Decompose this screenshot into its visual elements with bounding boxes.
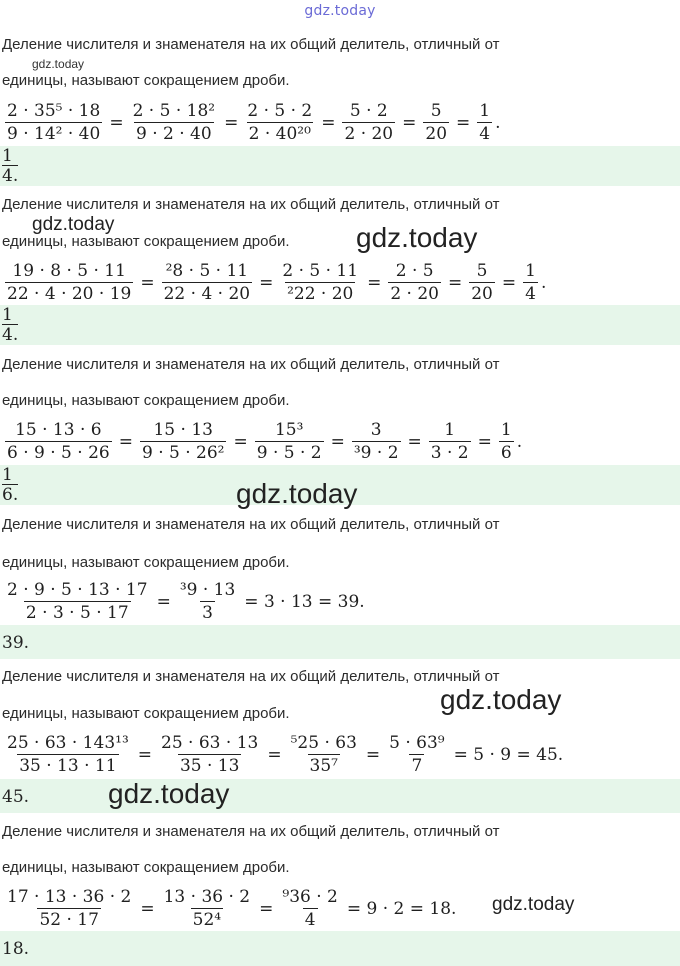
watermark: gdz.today — [492, 894, 575, 915]
fraction: $\frac{25 \cdot 63 \cdot 13}{35 \cdot 13}$ — [161, 733, 259, 776]
fraction: $\frac{2 \cdot 5 \cdot 2}{\text{2 · 40²⁰}}$ — [247, 101, 313, 144]
answer-bar — [0, 779, 680, 813]
fraction: $\frac{\text{²8 · 5 · 11}}{22 \cdot 4 \cdot 20}$ — [163, 261, 251, 304]
fraction: $\frac{\text{⁵25 · 63}}{\text{35⁷}}$ — [290, 733, 357, 776]
equation-3: $\frac{15 \cdot 13 \cdot 6}{6 \cdot 9 \cdot 5 \cdot 26}$ = $\frac{15 \cdot 13}{\text{9 · 5 · 26²}}$ = $\frac{\text{15³}}{9 \cdot 5 \cdot 2}$ = $\frac{3}{\text{³9 · 2}}$ = $\frac{1}{3 \cdot 2}$ = $\frac{1}{6}$ . — [7, 420, 523, 463]
intro-line-2: единицы, называют сокращением дроби. — [2, 554, 290, 571]
fraction: $\frac{5 \cdot 2}{2 \cdot 20}$ — [344, 101, 394, 144]
fraction: $\frac{17 \cdot 13 \cdot 36 \cdot 2}{52 \cdot 17}$ — [7, 887, 132, 930]
fraction: $\frac{\text{15³}}{9 \cdot 5 \cdot 2}$ — [256, 420, 322, 463]
fraction: $\frac{15 \cdot 13 \cdot 6}{6 \cdot 9 \cdot 5 \cdot 26}$ — [7, 420, 110, 463]
answer-bar — [0, 305, 680, 345]
fraction: $\frac{1}{3 \cdot 2}$ — [430, 420, 469, 463]
fraction: $\frac{13 \cdot 36 \cdot 2}{\text{52⁴}}$ — [163, 887, 251, 930]
fraction: $\frac{\text{2 · 35⁵ · 18}}{\text{9 · 14² · 40}}$ — [7, 101, 101, 144]
fraction: $\frac{1}{4}$ — [525, 261, 536, 304]
answer-fraction: 1 4. — [2, 146, 19, 186]
intro-line-1: Деление числителя и знаменателя на их общий делитель, отличный от — [2, 36, 500, 53]
intro-line-1: Деление числителя и знаменателя на их общий делитель, отличный от — [2, 516, 500, 533]
fraction: $\frac{5}{20}$ — [471, 261, 493, 304]
fraction: $\frac{\text{5 · 63⁹}}{7}$ — [389, 733, 445, 776]
fraction: $\frac{2 \cdot 5 \cdot 11}{\text{²22 · 20}}$ — [282, 261, 359, 304]
fraction: $\frac{1}{4}$ — [479, 101, 491, 144]
fraction: $\frac{\text{25 · 63 · 143¹³}}{35 \cdot 13 \cdot 11}$ — [7, 733, 129, 776]
intro-line-2: единицы, называют сокращением дроби. — [2, 705, 290, 722]
fraction: $\frac{2 \cdot 9 \cdot 5 \cdot 13 \cdot 17}{2 \cdot 3 \cdot 5 \cdot 17}$ — [7, 580, 148, 623]
equation-2: $\frac{19 \cdot 8 \cdot 5 \cdot 11}{22 \cdot 4 \cdot 20 \cdot 19}$ = $\frac{\text{²8 · 5 · 11}}{22 \cdot 4 \cdot 20}$ = $\frac{2 \cdot 5 \cdot 11}{\text{²22 · 20}}$ = $\frac{2 \cdot 5}{2 \cdot 20}$ = $\frac{5}{20}$ = $\frac{1}{4}$ . — [7, 261, 547, 304]
equation-4: $\frac{2 \cdot 9 \cdot 5 \cdot 13 \cdot 17}{2 \cdot 3 \cdot 5 \cdot 17}$ = $\frac{\text{³9 · 13}}{3}$ = 3 · 13 = 39. — [7, 580, 365, 623]
fraction: $\frac{3}{\text{³9 · 2}}$ — [353, 420, 399, 463]
fraction: $\frac{19 \cdot 8 \cdot 5 \cdot 11}{22 \cdot 4 \cdot 20 \cdot 19}$ — [7, 261, 132, 304]
intro-line-1: Деление числителя и знаменателя на их общий делитель, отличный от — [2, 356, 500, 373]
fraction: $\frac{\text{³9 · 13}}{3}$ — [179, 580, 236, 623]
answer-bar — [0, 146, 680, 186]
answer-value: 18. — [2, 939, 30, 959]
equation-5: $\frac{\text{25 · 63 · 143¹³}}{35 \cdot 13 \cdot 11}$ = $\frac{25 \cdot 63 \cdot 13}{35 \cdot 13}$ = $\frac{\text{⁵25 · 63}}{\text{35⁷}}$ = $\frac{\text{5 · 63⁹}}{7}$ = 5 · 9 = 45. — [7, 733, 564, 776]
fraction: $\frac{\text{⁹36 · 2}}{4}$ — [282, 887, 338, 930]
intro-line-1: Деление числителя и знаменателя на их общий делитель, отличный от — [2, 823, 500, 840]
fraction: $\frac{15 \cdot 13}{\text{9 · 5 · 26²}}$ — [141, 420, 225, 463]
fraction: $\frac{1}{6}$ — [500, 420, 512, 463]
watermark: gdz.today — [108, 778, 230, 809]
answer-fraction: 1 6. — [2, 465, 19, 505]
intro-line-2: единицы, называют сокращением дроби. — [2, 392, 290, 409]
watermark: gdz.today — [440, 684, 562, 715]
answer-bar — [0, 931, 680, 966]
top-watermark: gdz.today — [304, 3, 376, 19]
watermark: gdz.today — [32, 57, 85, 71]
intro-line-2: единицы, называют сокращением дроби. — [2, 72, 290, 89]
intro-line-2: единицы, называют сокращением дроби. — [2, 233, 290, 250]
answer-bar — [0, 625, 680, 659]
intro-line-2: единицы, называют сокращением дроби. — [2, 859, 290, 876]
intro-line-1: Деление числителя и знаменателя на их общий делитель, отличный от — [2, 668, 500, 685]
fraction: $\frac{5}{20}$ — [425, 101, 448, 144]
equation-1: $\frac{\text{2 · 35⁵ · 18}}{\text{9 · 14² · 40}}$ = $\frac{\text{2 · 5 · 18²}}{9 \cdot 2 \cdot 40}$ = $\frac{2 \cdot 5 \cdot 2}{\text{2 · 40²⁰}}$ = $\frac{5 \cdot 2}{2 \cdot 20}$ = $\frac{5}{20}$ = $\frac{1}{4}$ . — [7, 101, 501, 144]
answer-value: 39. — [2, 633, 30, 653]
watermark: gdz.today — [236, 478, 358, 509]
watermark: gdz.today — [32, 214, 115, 235]
watermark: gdz.today — [356, 222, 478, 253]
fraction: $\frac{2 \cdot 5}{2 \cdot 20}$ — [390, 261, 439, 304]
intro-line-1: Деление числителя и знаменателя на их общий делитель, отличный от — [2, 196, 500, 213]
answer-fraction: 1 4. — [2, 305, 19, 345]
equation-6: $\frac{17 \cdot 13 \cdot 36 \cdot 2}{52 \cdot 17}$ = $\frac{13 \cdot 36 \cdot 2}{\text{52⁴}}$ = $\frac{\text{⁹36 · 2}}{4}$ = 9 · 2 = 18. — [7, 887, 457, 930]
fraction: $\frac{\text{2 · 5 · 18²}}{9 \cdot 2 \cdot 40}$ — [132, 101, 216, 144]
answer-value: 45. — [2, 787, 30, 807]
